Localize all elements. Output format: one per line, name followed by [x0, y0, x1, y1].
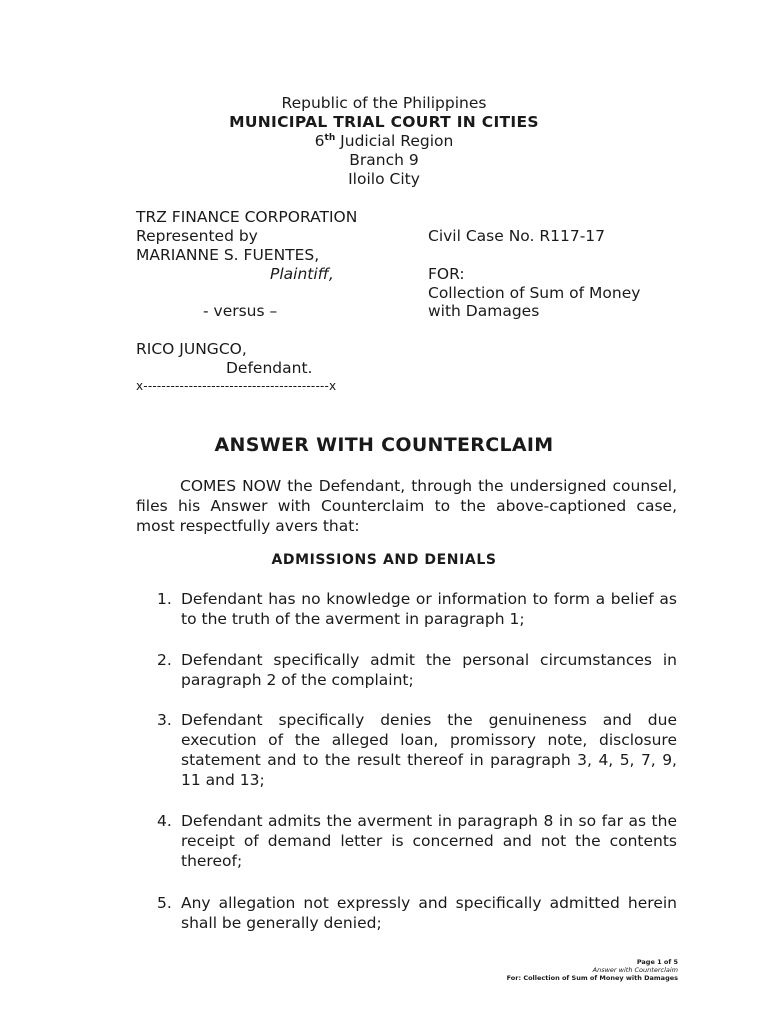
item-text: Defendant admits the averment in paragraph 8 in so far as the receipt of demand letter is concerned and not the contents thereof; [181, 812, 677, 870]
represented-by: Represented by [136, 227, 258, 245]
document-title: ANSWER WITH COUNTERCLAIM [214, 434, 554, 456]
representative-name: MARIANNE S. FUENTES, [136, 246, 320, 264]
item-text: Defendant has no knowledge or information to form a belief as to the truth of the averment in paragraph 1; [181, 590, 677, 628]
list-item [157, 811, 677, 871]
list-item [157, 710, 677, 790]
caption-separator: x-----------------------------------------x [136, 379, 337, 393]
item-text: Defendant specifically denies the genuineness and due execution of the alleged loan, promissory note, disclosure statement and to the result thereof in paragraph 3, 4, 5, 7, 9, 11 and 13; [181, 711, 677, 789]
item-number: 5. [157, 894, 172, 912]
plaintiff-name: TRZ FINANCE CORPORATION [136, 208, 358, 226]
footer-doc-title: Answer with Counterclaim [592, 966, 678, 974]
item-number: 2. [157, 651, 172, 669]
header-court: MUNICIPAL TRIAL COURT IN CITIES [229, 113, 539, 131]
header-republic: Republic of the Philippines [281, 94, 487, 112]
defendant-name: RICO JUNGCO, [136, 340, 247, 358]
item-number: 4. [157, 812, 172, 830]
list-item [157, 650, 677, 690]
case-nature-line2: with Damages [428, 302, 540, 320]
defendant-label: Defendant. [226, 359, 313, 377]
for-label: FOR: [428, 265, 465, 283]
header-branch: Branch 9 [349, 151, 419, 169]
item-number: 3. [157, 711, 172, 729]
item-text: Any allegation not expressly and specifically admitted herein shall be generally denied; [181, 894, 677, 932]
court-header [0, 94, 768, 189]
intro-paragraph: COMES NOW the Defendant, through the undersigned counsel, files his Answer with Counterclaim to the above-captioned case, most respectfully avers that: [136, 477, 677, 535]
case-nature-line1: Collection of Sum of Money [428, 284, 641, 302]
page-number: Page 1 of 5 [636, 958, 678, 966]
item-text: Defendant specifically admit the personal circumstances in paragraph 2 of the complaint; [181, 651, 677, 689]
list-item [157, 893, 677, 933]
page-footer [507, 958, 678, 982]
versus-text: - versus – [203, 302, 278, 320]
case-number: Civil Case No. R117-17 [428, 227, 606, 245]
plaintiff-label: Plaintiff, [270, 265, 334, 283]
list-item [157, 589, 677, 629]
header-city: Iloilo City [348, 170, 420, 188]
footer-doc-for: For: Collection of Sum of Money with Damages [506, 974, 678, 982]
header-region: 6th Judicial Region [314, 132, 454, 150]
section-title: ADMISSIONS AND DENIALS [271, 552, 497, 568]
item-number: 1. [157, 590, 172, 608]
